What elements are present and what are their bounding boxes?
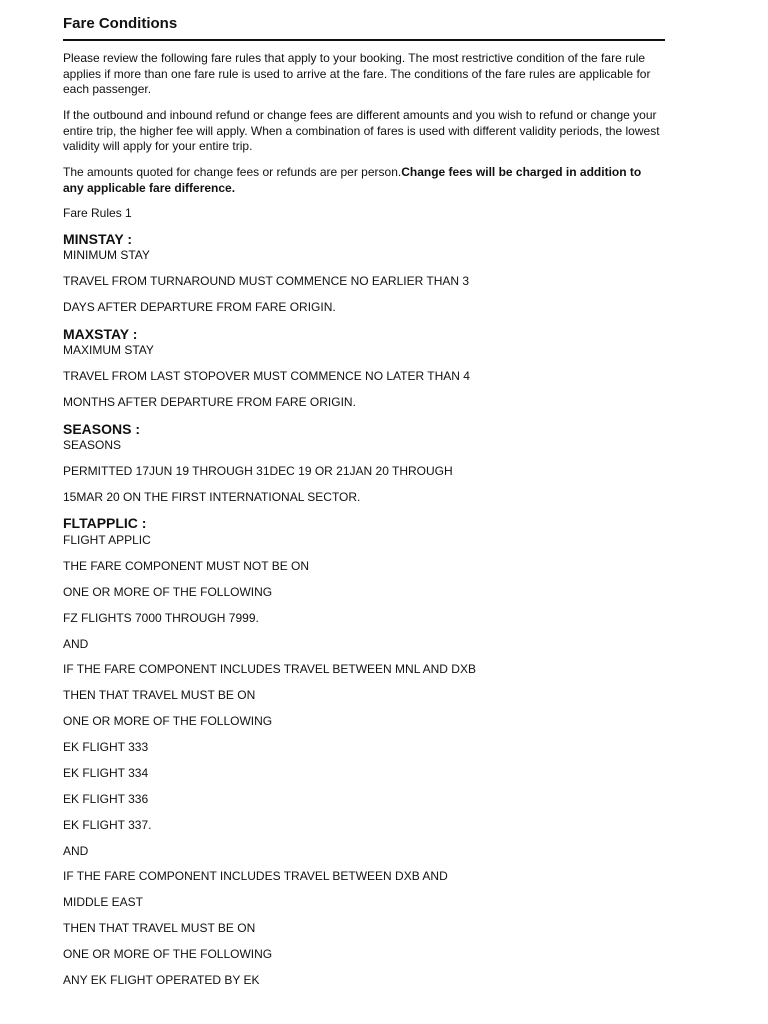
intro-paragraph-1: Please review the following fare rules that apply to your booking. The most restrictive condition of the fare rule applies if more than one fare rule is used to arrive at the fare. The conditions of the fare rules are applicable for each passenger. — [63, 51, 651, 96]
change-fee-warning: Change fees will be charged in addition to any applicable fare difference. — [63, 165, 642, 195]
fltapplic-line: FZ FLIGHTS 7000 THROUGH 7999. — [63, 611, 259, 625]
title-divider — [63, 39, 665, 41]
seasons-heading: SEASONS : — [63, 421, 141, 437]
fare-rules-label: Fare Rules 1 — [63, 206, 132, 220]
fltapplic-line: ONE OR MORE OF THE FOLLOWING — [63, 585, 273, 599]
fltapplic-line: ONE OR MORE OF THE FOLLOWING — [63, 947, 273, 961]
fltapplic-line: THEN THAT TRAVEL MUST BE ON — [63, 921, 256, 935]
fltapplic-line: ONE OR MORE OF THE FOLLOWING — [63, 714, 273, 728]
minstay-line: DAYS AFTER DEPARTURE FROM FARE ORIGIN. — [63, 300, 336, 314]
fltapplic-line: EK FLIGHT 337. — [63, 818, 152, 832]
fltapplic-line: EK FLIGHT 334 — [63, 766, 149, 780]
minstay-heading: MINSTAY : — [63, 231, 132, 247]
seasons-line: SEASONS — [63, 438, 122, 452]
minstay-line: MINIMUM STAY — [63, 248, 150, 262]
maxstay-line: MAXIMUM STAY — [63, 343, 154, 357]
seasons-line: 15MAR 20 ON THE FIRST INTERNATIONAL SECTOR. — [63, 490, 361, 504]
fltapplic-line: FLIGHT APPLIC — [63, 533, 151, 547]
maxstay-heading: MAXSTAY : — [63, 326, 138, 342]
page-title: Fare Conditions — [63, 15, 178, 32]
fltapplic-line: MIDDLE EAST — [63, 895, 144, 909]
fltapplic-line: THE FARE COMPONENT MUST NOT BE ON — [63, 559, 310, 573]
fltapplic-line: EK FLIGHT 336 — [63, 792, 149, 806]
fltapplic-line: AND — [63, 844, 89, 858]
minstay-line: TRAVEL FROM TURNAROUND MUST COMMENCE NO EARLIER THAN 3 — [63, 274, 470, 288]
maxstay-line: MONTHS AFTER DEPARTURE FROM FARE ORIGIN. — [63, 395, 356, 409]
fltapplic-line: THEN THAT TRAVEL MUST BE ON — [63, 688, 256, 702]
fltapplic-line: ANY EK FLIGHT OPERATED BY EK — [63, 973, 260, 987]
fltapplic-line: EK FLIGHT 333 — [63, 740, 149, 754]
per-person-note: The amounts quoted for change fees or refunds are per person. — [63, 165, 402, 179]
intro-paragraph-3 — [63, 165, 665, 196]
fltapplic-line: IF THE FARE COMPONENT INCLUDES TRAVEL BETWEEN DXB AND — [63, 869, 448, 883]
seasons-line: PERMITTED 17JUN 19 THROUGH 31DEC 19 OR 21JAN 20 THROUGH — [63, 464, 453, 478]
fltapplic-line: IF THE FARE COMPONENT INCLUDES TRAVEL BETWEEN MNL AND DXB — [63, 662, 476, 676]
maxstay-line: TRAVEL FROM LAST STOPOVER MUST COMMENCE NO LATER THAN 4 — [63, 369, 470, 383]
fltapplic-heading: FLTAPPLIC : — [63, 515, 147, 531]
intro-paragraph-2: If the outbound and inbound refund or change fees are different amounts and you wish to refund or change your entire trip, the higher fee will apply. When a combination of fares is used with different validity periods, the lowest validity will apply for your entire trip. — [63, 108, 660, 153]
fltapplic-line: AND — [63, 637, 89, 651]
